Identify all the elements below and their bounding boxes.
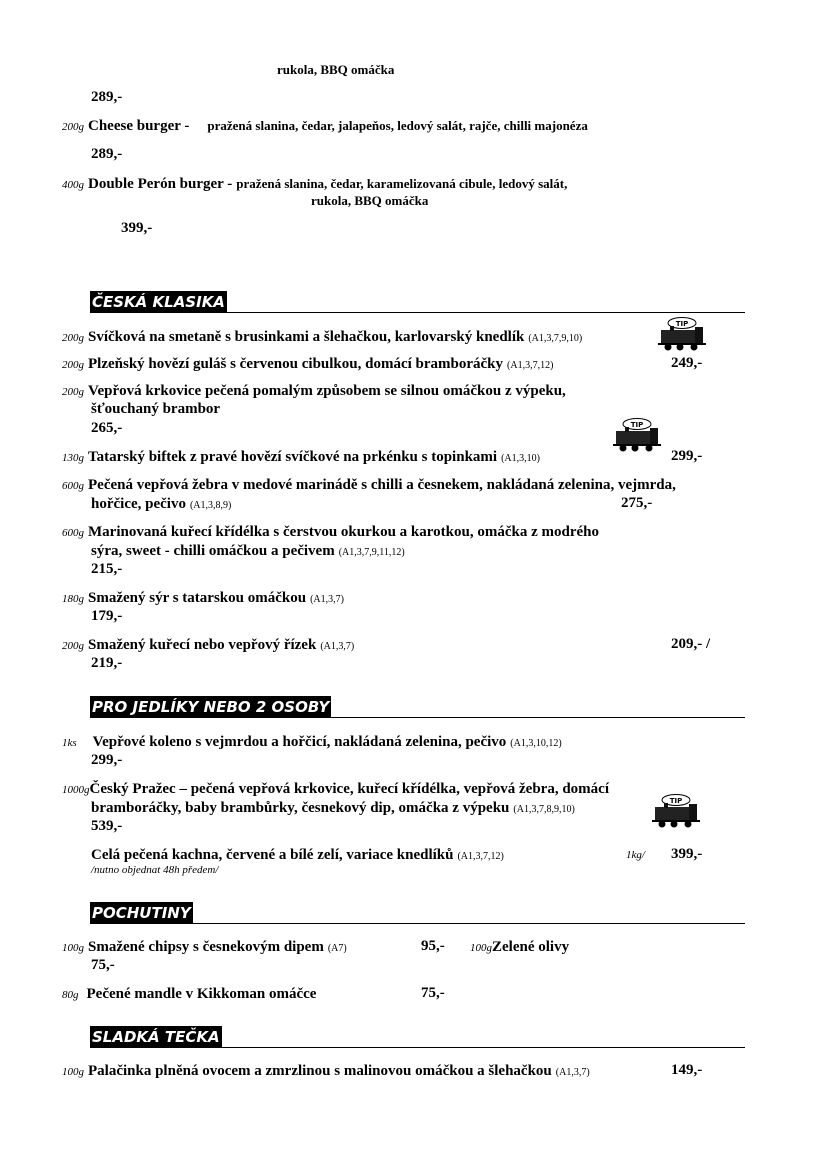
- menu-item-cesky-prazec: [62, 780, 609, 798]
- item-name: Palačinka plněná ovocem a zmrzlinou s malinovou omáčkou a šlehačkou: [88, 1063, 552, 1079]
- section-divider: [90, 312, 745, 313]
- item-name-cont: sýra, sweet - chilli omáčkou a pečivem: [91, 543, 335, 559]
- section-title-sladka-tecka: SLADKÁ TEČKA: [92, 1028, 220, 1046]
- menu-item-koleno: [62, 733, 562, 751]
- item-price: 265,-: [91, 420, 123, 436]
- item-weight: 1000g: [62, 784, 90, 796]
- item-weight: 400g: [62, 179, 84, 191]
- menu-item-tatarsky-biftek: [62, 448, 540, 466]
- item-name-cont: hořčice, pečivo: [91, 496, 186, 512]
- item-name-cont: šťouchaný brambor: [91, 401, 221, 417]
- item-weight: 180g: [62, 593, 84, 605]
- item-allergens: (A1,3,7,9,11,12): [338, 547, 405, 558]
- tip-label: TIP: [669, 797, 683, 805]
- item-name: Celá pečená kachna, červené a bílé zelí, variace knedlíků: [91, 847, 454, 863]
- item-weight: 100g: [470, 942, 492, 954]
- menu-item-smazeny-syr: [62, 589, 344, 607]
- item-desc: pražená slanina, čedar, jalapeňos, ledový salát, rajče, chilli majonéza: [207, 118, 588, 133]
- item-allergens: (A1,3,10): [501, 453, 540, 464]
- item-name: Vepřové koleno s vejmrdou a hořčicí, nakládaná zelenina, pečivo: [92, 734, 507, 750]
- item-allergens: (A1,3,7): [555, 1067, 590, 1078]
- item-weight: 1ks: [62, 737, 77, 749]
- menu-item-olivy: [470, 938, 569, 956]
- item-weight: 130g: [62, 452, 84, 464]
- item-weight: 200g: [62, 332, 84, 344]
- item-price: 215,-: [91, 561, 123, 577]
- menu-item-chipsy: [62, 938, 347, 956]
- tip-train-icon: [650, 794, 702, 830]
- menu-item-svickova: [62, 328, 582, 346]
- item-allergens: (A1,3,7,12): [457, 851, 504, 862]
- burger-price: 289,-: [91, 89, 123, 105]
- menu-item-krkovice: [62, 382, 566, 400]
- menu-item-kridelka: [62, 523, 599, 541]
- tip-train-icon: [656, 317, 708, 353]
- item-price: 275,-: [621, 495, 653, 511]
- menu-item-cheese-burger: [62, 117, 588, 135]
- item-weight: 100g: [62, 942, 84, 954]
- item-allergens: (A1,3,8,9): [189, 500, 232, 511]
- item-name: Plzeňský hovězí guláš s červenou cibulkou, domácí bramboráčky: [88, 356, 504, 372]
- item-weight: 100g: [62, 1066, 84, 1078]
- section-title-pochutiny: POCHUTINY: [92, 904, 191, 922]
- item-price-alt: 219,-: [91, 655, 123, 671]
- tip-label: TIP: [675, 320, 689, 328]
- item-weight: 600g: [62, 527, 84, 539]
- item-name: Double Perón burger -: [88, 176, 233, 192]
- item-price: 539,-: [91, 818, 123, 834]
- item-weight: 600g: [62, 480, 84, 492]
- section-title-ceska-klasika: ČESKÁ KLASIKA: [92, 293, 225, 311]
- item-price: 299,-: [91, 752, 123, 768]
- item-price: 399,-: [121, 220, 153, 236]
- item-name: Pečené mandle v Kikkoman omáčce: [86, 986, 317, 1002]
- menu-item-palacinka: [62, 1062, 590, 1080]
- item-name: Cheese burger -: [88, 118, 190, 134]
- item-price: 399,-: [671, 846, 703, 862]
- item-name-cont: bramboráčky, baby brambůrky, česnekový dip, omáčka z výpeku: [91, 800, 510, 816]
- item-name: Český Pražec – pečená vepřová krkovice, kuřecí křídélka, vepřová žebra, domácí: [89, 781, 609, 797]
- item-name: Vepřová krkovice pečená pomalým způsobem se silnou omáčkou z výpeku,: [88, 383, 566, 399]
- item-price: 95,-: [421, 938, 445, 954]
- menu-item-gulas: [62, 355, 553, 373]
- tip-label: TIP: [630, 421, 644, 429]
- item-weight: 200g: [62, 121, 84, 133]
- item-name: Svíčková na smetaně s brusinkami a šlehačkou, karlovarský knedlík: [88, 329, 525, 345]
- item-weight: 200g: [62, 386, 84, 398]
- item-allergens: (A1,3,7): [320, 641, 355, 652]
- item-name-cont-row: [91, 799, 575, 817]
- section-title-pro-jedliky: PRO JEDLÍKY NEBO 2 OSOBY: [92, 698, 330, 716]
- section-divider: [90, 923, 745, 924]
- item-name: Zelené olivy: [492, 939, 570, 955]
- item-allergens: (A1,3,7,12): [507, 360, 554, 371]
- item-price: 299,-: [671, 448, 703, 464]
- item-weight: 80g: [62, 989, 79, 1001]
- item-price: 249,-: [671, 355, 703, 371]
- section-divider: [90, 1047, 745, 1048]
- item-name: Pečená vepřová žebra v medové marinádě s chilli a česnekem, nakládaná zelenina, vejmrda,: [88, 477, 676, 493]
- item-desc-cont: rukola, BBQ omáčka: [311, 193, 429, 208]
- item-price: 75,-: [421, 985, 445, 1001]
- item-name: Smažené chipsy s česnekovým dipem: [88, 939, 324, 955]
- item-weight: 200g: [62, 640, 84, 652]
- item-weight: 200g: [62, 359, 84, 371]
- item-price: 179,-: [91, 608, 123, 624]
- item-price: 149,-: [671, 1062, 703, 1078]
- item-allergens: (A1,3,7,9,10): [528, 333, 583, 344]
- section-divider: [90, 717, 745, 718]
- menu-item-kachna: [91, 846, 504, 864]
- item-name: Smažený kuřecí nebo vepřový řízek: [88, 637, 317, 653]
- item-name: Smažený sýr s tatarskou omáčkou: [88, 590, 307, 606]
- item-name-cont-row: [91, 495, 231, 513]
- item-price: 289,-: [91, 146, 123, 162]
- item-desc: pražená slanina, čedar, karamelizovaná cibule, ledový salát,: [236, 176, 568, 191]
- item-unit: 1kg/: [626, 849, 645, 861]
- item-price: 209,- /: [671, 636, 711, 652]
- menu-item-rizek: [62, 636, 354, 654]
- item-allergens: (A1,3,7,8,9,10): [513, 804, 575, 815]
- item-note: /nutno objednat 48h předem/: [91, 864, 219, 876]
- burger-desc-tail: rukola, BBQ omáčka: [277, 62, 395, 77]
- item-allergens: (A1,3,10,12): [510, 738, 562, 749]
- menu-item-vepr-zebra: [62, 476, 676, 494]
- item-allergens: (A7): [327, 943, 347, 954]
- item-name: Tatarský biftek z pravé hovězí svíčkové na prkénku s topinkami: [88, 449, 498, 465]
- item-name-cont-row: [91, 542, 405, 560]
- item-allergens: (A1,3,7): [310, 594, 344, 605]
- item-price: 75,-: [91, 957, 115, 973]
- menu-item-mandle: [62, 985, 316, 1003]
- tip-train-icon: [611, 418, 663, 454]
- menu-item-double-peron-burger: [62, 175, 567, 193]
- item-name: Marinovaná kuřecí křídélka s čerstvou okurkou a karotkou, omáčka z modrého: [88, 524, 599, 540]
